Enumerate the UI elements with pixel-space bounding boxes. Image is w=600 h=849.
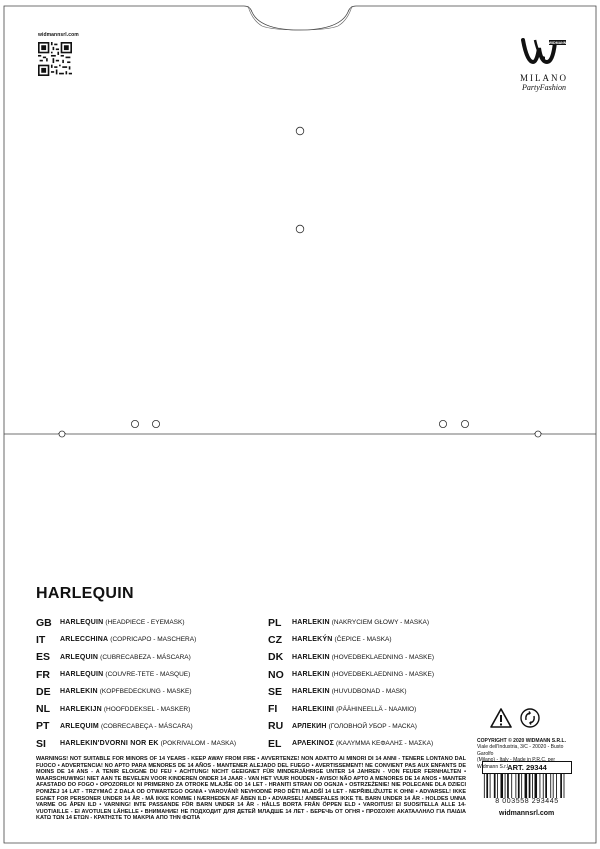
widmann-logo — [516, 36, 572, 92]
logo-brand: MILANO — [520, 73, 568, 83]
language-row — [268, 683, 434, 700]
language-row — [268, 649, 434, 666]
copyright-line: COPYRIGHT © 2020 WIDMANN S.R.L. — [477, 738, 566, 744]
language-row — [36, 700, 236, 717]
product-description-translation: (COUVRE-TETE - MASQUE) — [105, 671, 191, 679]
address-line-1: Viale dell'Industria, 3/C - 20020 - Busto Garolfo — [477, 744, 564, 757]
language-code: RU — [268, 720, 284, 733]
language-row — [268, 735, 434, 752]
product-name-translation: HARLEKIN — [292, 688, 330, 696]
logo-mark-text: WIDMANN — [548, 41, 567, 45]
language-row — [36, 735, 236, 752]
address-line-2: (Milano) - Italy - Made in P.R.C. per Widmann S.r.l. — [477, 757, 555, 770]
language-code: SI — [36, 737, 46, 750]
language-code: FI — [268, 703, 278, 716]
product-name-translation: HARLEKIN'DVORNI NOR EK — [60, 740, 159, 748]
language-row — [36, 614, 236, 631]
website-url: widmannsrl.com — [499, 810, 555, 817]
product-description-translation: (HEADPIECE - EYEMASK) — [105, 619, 185, 627]
warning-triangle-icon — [490, 708, 512, 728]
language-row — [268, 666, 434, 683]
product-name-translation: HARLEKIN — [292, 671, 330, 679]
language-code: FR — [36, 668, 50, 681]
language-code: CZ — [268, 633, 282, 646]
product-description-translation: (HOVEDBEKLAEDNING - MASKE) — [331, 671, 434, 679]
language-code: SE — [268, 685, 283, 698]
logo-subtitle: PartyFashion — [522, 83, 566, 92]
product-title: HARLEQUIN — [36, 585, 134, 602]
product-name-translation: HARLEKIN — [60, 688, 98, 696]
hang-hole-upper — [296, 127, 304, 135]
language-row — [36, 666, 236, 683]
language-row — [268, 700, 434, 717]
language-code: NO — [268, 668, 284, 681]
product-description-translation: (KOPFBEDECKUNG - MASKE) — [99, 688, 192, 696]
product-description-translation: (COBRECABEÇA - MÁSCARA) — [100, 722, 193, 730]
product-description-translation: (COPRICAPO - MASCHERA) — [110, 636, 197, 644]
safety-symbols — [490, 708, 540, 728]
product-name-translation: HARLEKIN — [292, 653, 330, 661]
product-name-translation: HARLEKÝN — [292, 636, 333, 644]
language-code: PT — [36, 720, 50, 733]
language-code: PL — [268, 616, 282, 629]
qr-url-label: widmannsrl.com — [38, 32, 79, 38]
product-description-translation: (HOOFDDEKSEL - MASKER) — [103, 705, 191, 713]
product-description-translation: (CUBRECABEZA - MÁSCARA) — [100, 653, 191, 661]
product-name-translation: HARLEQUIN — [60, 619, 104, 627]
warning-text: WARNINGS! NOT SUITABLE FOR MINORS OF 14 YEARS - KEEP AWAY FROM FIRE • AVVERTENZE! NON ADATTO AI MINORI DI 14 ANNI - TENERE LONTANO DAL FUOCO • ADVERTENCIA! NO APTO PARA MENORES DE 14 AÑOS - MANTENER ALEJADO DEL FUEGO • AVERTISSEMENT! NE CONVIENT PAS AUX ENFANTS DE MOINS DE 14 ANS - A TENIR ELOIGNE DU FEU • ACHTUNG! NICHT GEEIGNET FÜR MINDERJÄHRIGE UNTER 14 JAHREN - VON FEUER FERNHALTEN • WAARSCHUWING! NIET AAN TE BEVELEN VOOR KINDEREN ONDER 14 JAAR - VAN HET VUUR HOUDEN • AVISO! NÃO APTO A MENORES DE 14 ANOS • MANTER AFASTADO DO FOGO • OPOZORILO! NI PRIMERNO ZA OTROKE MLAJŠE OD 14 LET - HRANITI STRAN OD OGNJA • OSTRZEŻENIE! NIE POLECANE DLA DZIECI PONIŻEJ 14 LAT - TRZYMAĆ Z DALA OD OTWARTEGO OGNIA • VAROVÁNÍ! NEVHODNÉ PRO DĚTI MLADŠÍ 14 LET - NEPŘIBLIŽUJTE K OHNI • ADVARSEL! IKKE EGNET FOR PERSONER UNDER 14 ÅR - MÅ IKKE KOMME I NÆRHEDEN AF ÅBEN ILD • ADVARSEL! ANBEFALES IKKE TIL BARN UNDER 14 ÅR - HOLDES UNNA VARME OG ÅPEN ILD • VARNING! INTE PASSANDE FÖR BARN UNDER 14 ÅR - HÅLLS BORTA FRÅN ÖPPEN ELD • VAROITUS! EI SUOSITELLA ALLE 14-VUOTIAILLE - EI AVOTULEN LÄHELLE • ВНИМАНИЕ! НЕ ПОДХОДИТ ДЛЯ ДЕТЕЙ МЛАДШЕ 14 ЛЕТ - БЕРЕЧЬ ОТ ОГНЯ • ΠΡΟΣΟΧΗ! ΑΚΑΤΑΛΛΗΛΟ ΓΙΑ ΠΑΙΔΙΑ ΚΑΤΩ ΤΩΝ 14 ΕΤΩΝ - ΚΡΑΤΗΣΤΕ ΤΟ ΜΑΚΡΙΑ ΑΠΟ ΤΗΝ ΦΩΤΙΑ — [36, 756, 466, 822]
language-list-right — [268, 614, 434, 752]
product-name-translation: HARLEKIJN — [60, 705, 102, 713]
product-name-translation: HARLEQUIN — [60, 671, 104, 679]
language-row — [268, 614, 434, 631]
language-row — [268, 718, 434, 735]
product-name-translation: ARLEQUIM — [60, 722, 99, 730]
product-description-translation: (NAKRYCIEM GŁOWY - MASKA) — [331, 619, 430, 627]
language-row — [36, 718, 236, 735]
recycle-icon — [520, 708, 540, 728]
product-description-translation: (PÄÄHINEELLÄ - NAAMIO) — [336, 705, 417, 713]
product-name-translation: АРЛЕКИН — [292, 722, 327, 730]
language-code: IT — [36, 633, 46, 646]
language-row — [268, 631, 434, 648]
language-row — [36, 649, 236, 666]
product-description-translation: (HUVUDBONAD - MASK) — [331, 688, 407, 696]
language-list-left — [36, 614, 236, 752]
product-name-translation: ΑΡΛΕΚΙΝΟΣ — [292, 740, 335, 748]
language-code: EL — [268, 737, 282, 750]
product-name-translation: HARLEKIN — [292, 619, 330, 627]
article-number-box: ART. 29344 — [482, 761, 572, 774]
product-description-translation: (HOVEDBEKLAEDNING - MASKE) — [331, 653, 434, 661]
language-row — [36, 631, 236, 648]
language-code: NL — [36, 703, 50, 716]
language-code: GB — [36, 616, 52, 629]
product-name-translation: ARLECCHINA — [60, 636, 109, 644]
language-code: DK — [268, 651, 284, 664]
product-description-translation: (ΚΑΛΥΜΜΑ ΚΕΦΑΛΗΣ - ΜΑΣΚΑ) — [336, 740, 434, 748]
language-code: ES — [36, 651, 51, 664]
product-description-translation: (ГОЛОВНОЙ УБОР - МАСКА) — [328, 722, 417, 730]
product-name-translation: HARLEKIINI — [292, 705, 335, 713]
barcode-number: 8 003558 293445 — [482, 798, 572, 805]
product-name-translation: ARLEQUIN — [60, 653, 99, 661]
widmann-logo-icon — [521, 36, 567, 66]
language-code: DE — [36, 685, 51, 698]
hang-hole-lower — [296, 225, 304, 233]
language-row — [36, 683, 236, 700]
product-description-translation: (ČEPICE - MASKA) — [334, 636, 392, 644]
qr-code-icon — [38, 42, 72, 76]
product-description-translation: (POKRIVALOM - MASKA) — [160, 740, 236, 748]
